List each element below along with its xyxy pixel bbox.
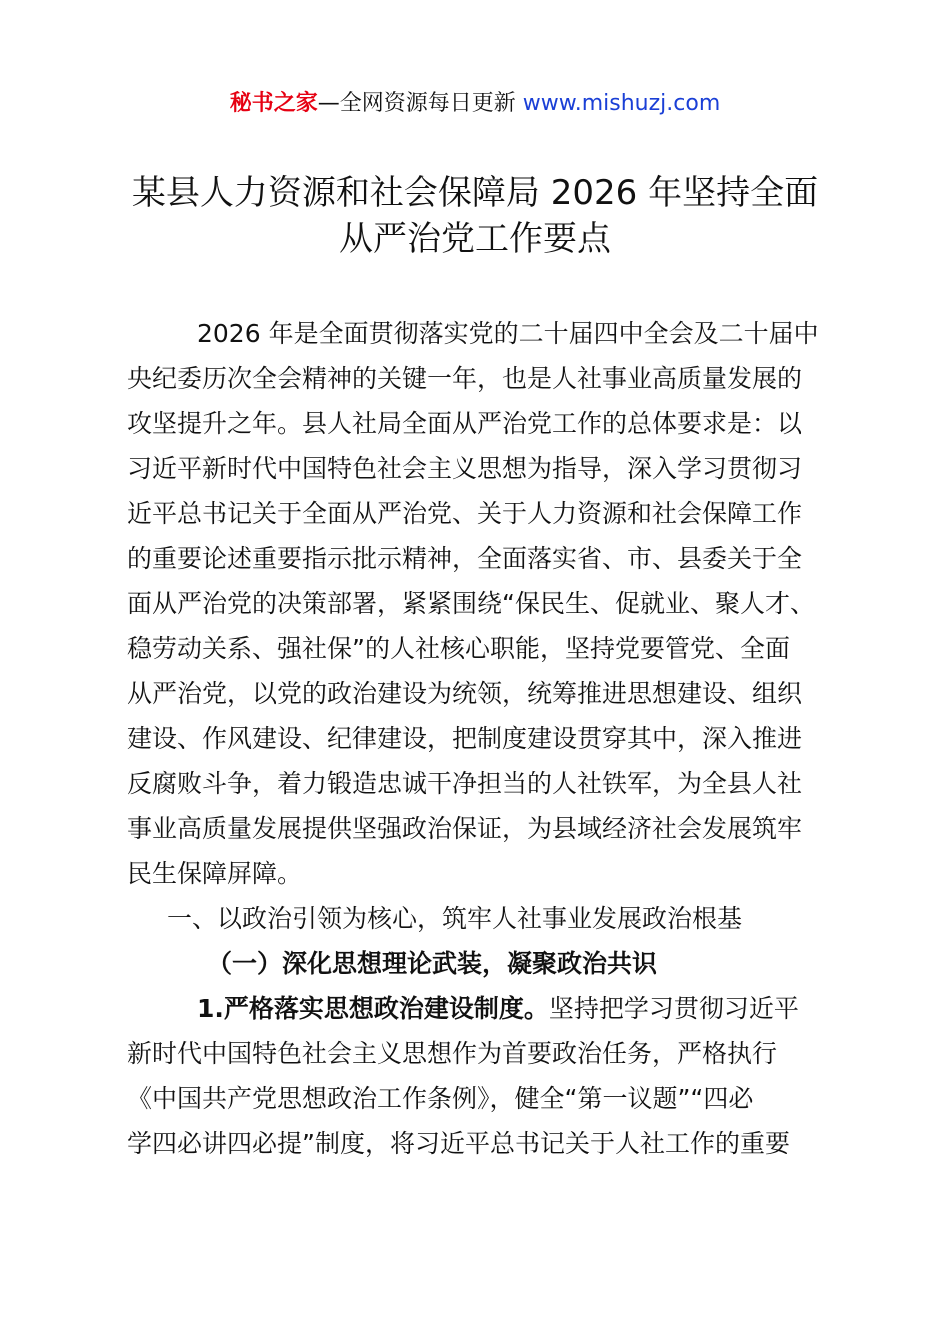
site-brand: 秘书之家 [229,91,318,116]
document-body [127,311,847,1166]
paragraph-line: 新时代中国特色社会主义思想作为首要政治任务，严格执行 [127,1039,778,1068]
title-line-1: 某县人力资源和社会保障局 2026 年坚持全面 [131,173,819,213]
paragraph-line: 面从严治党的决策部署，紧紧围绕“保民生、促就业、聚人才、 [127,589,815,618]
item-text: 坚持把学习贯彻习近平 [548,994,799,1023]
subsection-heading: （一）深化思想理论武装，凝聚政治共识 [207,949,658,978]
paragraph-line: 近平总书记关于全面从严治党、关于人力资源和社会保障工作 [127,499,803,528]
paragraph-line: 攻坚提升之年。县人社局全面从严治党工作的总体要求是：以 [127,409,803,438]
site-tagline: —全网资源每日更新 [317,91,523,116]
paragraph-line: 的重要论述重要指示批示精神，全面落实省、市、县委关于全 [127,544,803,573]
paragraph-line: 2026 年是全面贯彻落实党的二十届四中全会及二十届中 [197,319,819,348]
paragraph-line: 从严治党，以党的政治建设为统领，统筹推进思想建设、组织 [127,679,803,708]
paragraph-line: 反腐败斗争，着力锻造忠诚干净担当的人社铁军，为全县人社 [127,769,803,798]
title-line-2: 从严治党工作要点 [339,219,611,259]
paragraph-line: 《中国共产党思想政治工作条例》，健全“第一议题”“四必 [127,1084,754,1113]
section-heading: 一、以政治引领为核心，筑牢人社事业发展政治根基 [167,904,743,933]
paragraph-line: 习近平新时代中国特色社会主义思想为指导，深入学习贯彻习 [127,454,803,483]
paragraph-line: 事业高质量发展提供坚强政治保证，为县域经济社会发展筑牢 [127,814,803,843]
item-first-line [127,986,847,1031]
item-title: 1.严格落实思想政治建设制度。 [197,994,549,1023]
paragraph-line: 建设、作风建设、纪律建设，把制度建设贯穿其中，深入推进 [127,724,803,753]
document-title [100,170,850,262]
paragraph-line: 学四必讲四必提”制度，将习近平总书记关于人社工作的重要 [127,1129,790,1158]
site-url[interactable]: www.mishuzj.com [522,91,721,116]
paragraph-line: 稳劳动关系、强社保”的人社核心职能，坚持党要管党、全面 [127,634,790,663]
paragraph-line: 民生保障屏障。 [127,859,303,888]
paragraph-line: 央纪委历次全会精神的关键一年，也是人社事业高质量发展的 [127,364,803,393]
site-header [0,88,950,120]
